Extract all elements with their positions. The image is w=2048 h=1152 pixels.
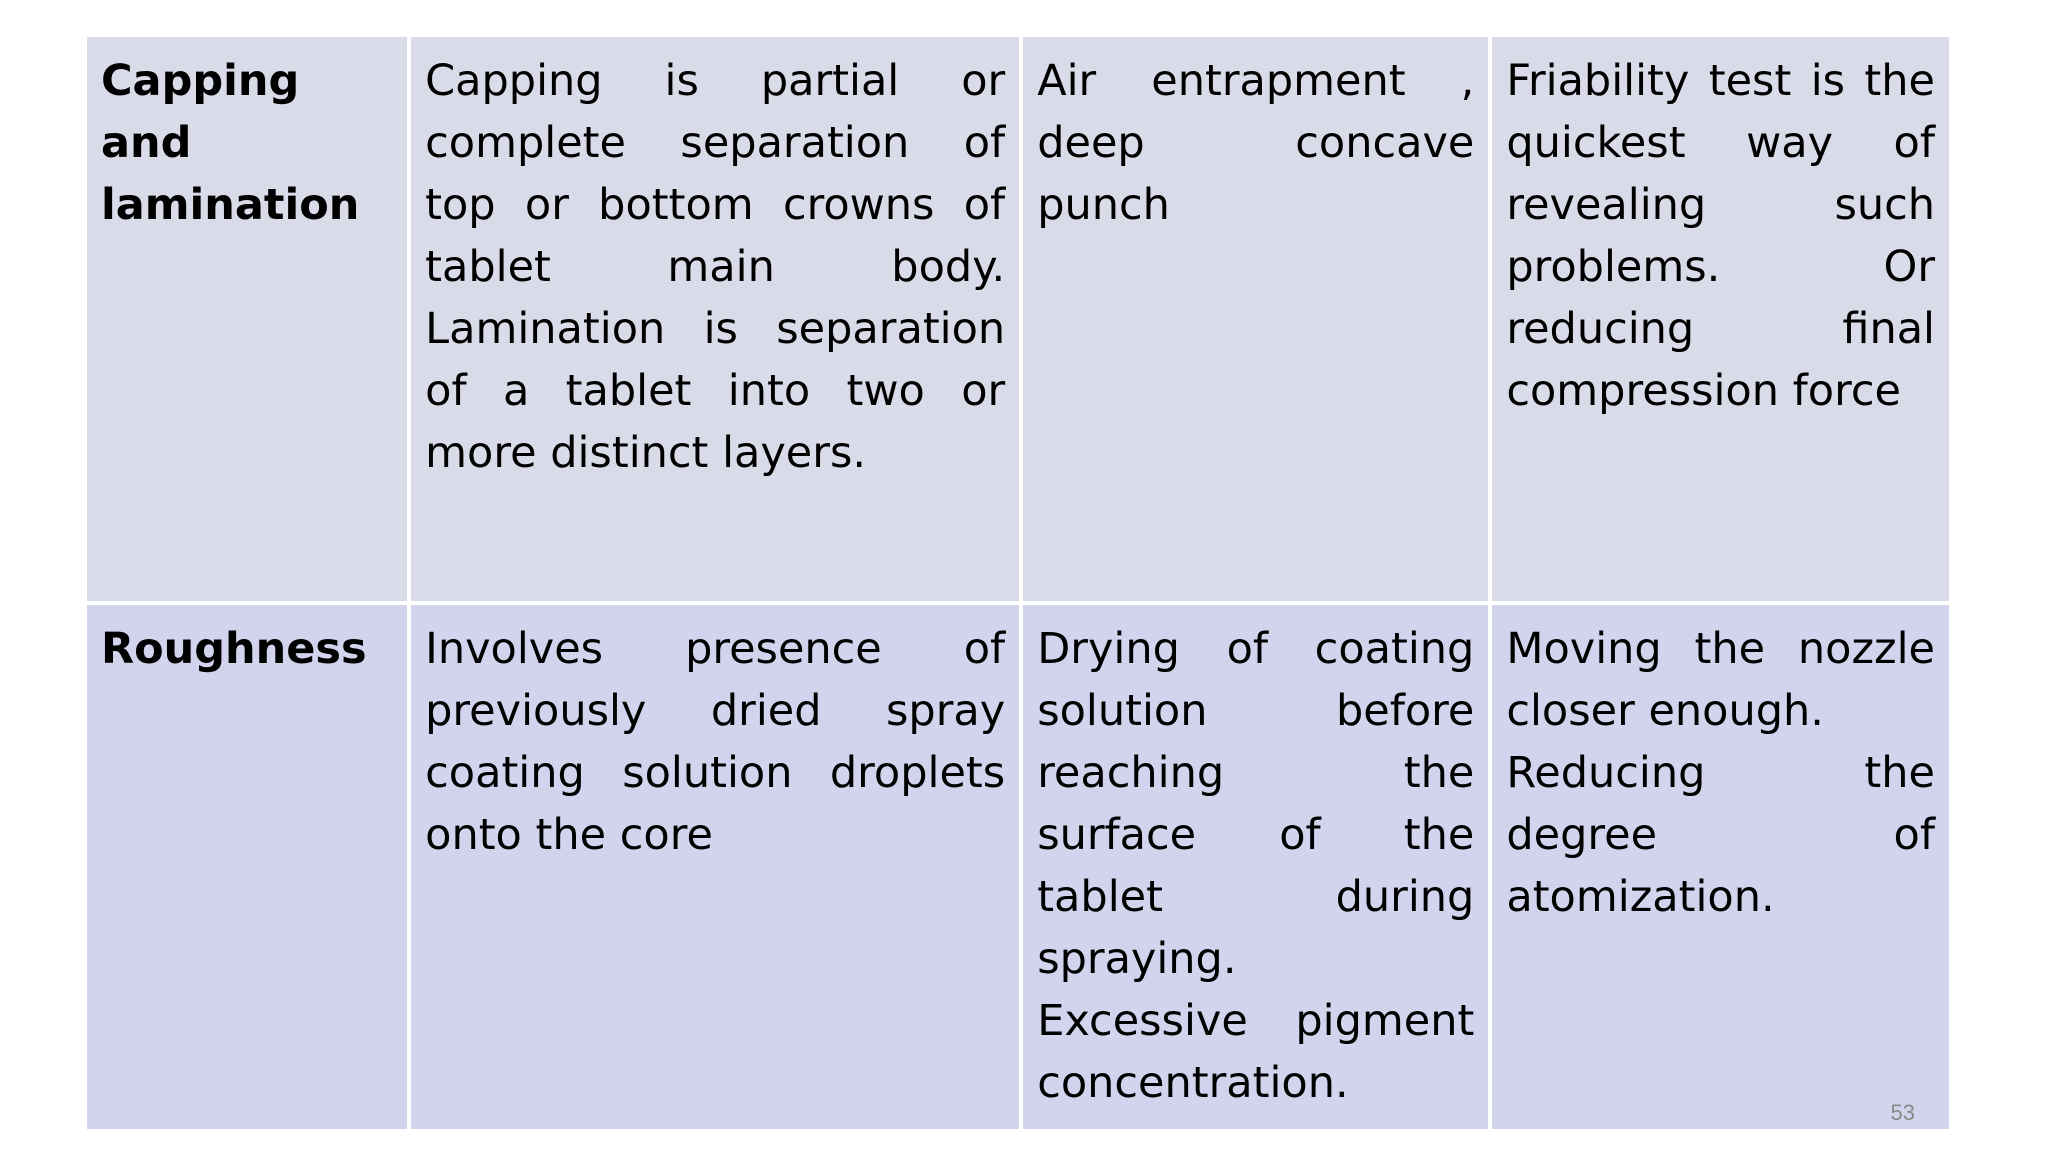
remedy-cell — [1490, 35, 1951, 603]
description-cell — [409, 603, 1021, 1131]
defect-cell — [85, 603, 409, 1131]
page-number: 53 — [1890, 1100, 1915, 1125]
description-cell — [409, 35, 1021, 603]
cause-cell — [1021, 603, 1490, 1131]
defects-table — [83, 33, 1953, 1133]
defect-name: Capping and lamination — [101, 56, 360, 230]
remedy-text: Friability test is the quickest way of revealing such problems. Or reducing final compression force — [1506, 56, 1935, 416]
remedy-cell — [1490, 603, 1951, 1131]
cause-text: Air entrapment , deep concave punch — [1037, 56, 1475, 230]
table-row — [85, 603, 1951, 1131]
defect-name: Roughness — [101, 624, 367, 674]
cause-text: Excessive pigment concentration. — [1037, 996, 1475, 1108]
defect-cell — [85, 35, 409, 603]
defect-description: Capping is partial or complete separation of top or bottom crowns of tablet main body. Lamination is separation of a tablet into two or more distinct layers. — [425, 56, 1006, 478]
table-row — [85, 35, 1951, 603]
cause-text: Drying of coating solution before reaching the surface of the tablet during spraying. — [1037, 624, 1475, 984]
defect-description: Involves presence of previously dried spray coating solution droplets onto the core — [425, 624, 1006, 860]
remedy-text: Reducing the degree of atomization. — [1506, 748, 1935, 922]
remedy-text: Moving the nozzle closer enough. — [1506, 624, 1935, 736]
cause-cell — [1021, 35, 1490, 603]
